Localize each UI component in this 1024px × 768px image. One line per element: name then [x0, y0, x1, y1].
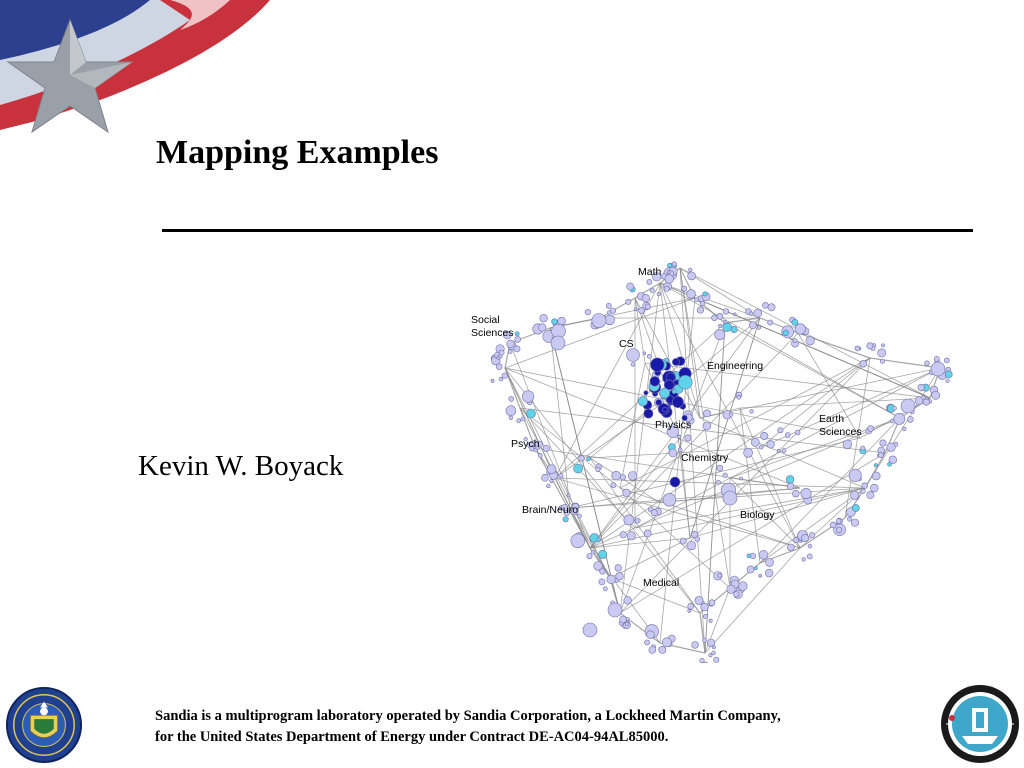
- network-node: [672, 262, 676, 266]
- network-node: [650, 288, 654, 292]
- network-node: [592, 314, 606, 328]
- network-node: [849, 469, 861, 481]
- network-node: [623, 489, 631, 497]
- network-node: [806, 337, 815, 346]
- network-node: [903, 427, 907, 431]
- network-node: [740, 477, 743, 480]
- network-node: [691, 531, 697, 537]
- network-node: [888, 462, 892, 466]
- network-node: [712, 315, 718, 321]
- network-node: [727, 585, 735, 593]
- network-node: [644, 409, 653, 418]
- network-node: [527, 409, 536, 418]
- network-node: [608, 311, 612, 315]
- network-node: [688, 603, 694, 609]
- map-label-math: Math: [638, 266, 662, 278]
- network-node: [785, 433, 790, 438]
- network-node: [836, 519, 841, 524]
- network-node: [901, 399, 915, 413]
- network-node: [759, 574, 762, 577]
- network-node: [703, 292, 707, 296]
- network-node: [559, 474, 563, 478]
- network-node: [847, 517, 851, 521]
- network-node: [634, 308, 637, 311]
- network-node: [624, 597, 632, 605]
- network-node: [551, 336, 565, 350]
- network-node: [761, 432, 768, 439]
- network-node: [793, 339, 797, 343]
- network-node: [923, 399, 929, 405]
- network-node: [550, 479, 554, 483]
- network-node: [571, 534, 585, 548]
- network-node: [645, 640, 650, 645]
- network-node: [718, 324, 721, 327]
- network-node: [870, 484, 878, 492]
- map-label-psych: Psych: [511, 438, 540, 450]
- network-node: [700, 658, 705, 663]
- network-node: [591, 550, 595, 554]
- network-node: [697, 307, 704, 314]
- network-node: [628, 472, 637, 481]
- network-node: [649, 647, 656, 654]
- network-node: [792, 490, 799, 497]
- network-node: [729, 413, 733, 417]
- network-node: [657, 292, 660, 295]
- network-node: [747, 554, 751, 558]
- network-node: [695, 298, 699, 302]
- network-node: [625, 622, 629, 626]
- network-node: [808, 544, 812, 548]
- network-node: [867, 343, 873, 349]
- network-node: [543, 445, 550, 452]
- network-node: [612, 471, 621, 480]
- map-label-earth-sciences: Earth Sciences: [819, 413, 862, 438]
- network-node: [801, 488, 811, 498]
- network-node: [867, 491, 874, 498]
- network-node: [620, 616, 627, 623]
- map-label-medical: Medical: [643, 577, 680, 589]
- network-node: [642, 294, 650, 302]
- network-node: [737, 395, 741, 399]
- network-edge: [660, 283, 760, 318]
- network-node: [709, 654, 712, 657]
- network-node: [665, 275, 674, 284]
- network-node: [893, 406, 897, 410]
- network-node: [644, 530, 651, 537]
- network-node: [944, 358, 949, 363]
- network-node: [783, 330, 789, 336]
- network-node: [777, 449, 780, 452]
- network-node: [522, 391, 534, 403]
- network-node: [506, 406, 516, 416]
- network-node: [703, 638, 707, 642]
- network-node: [635, 518, 640, 523]
- network-node: [606, 303, 611, 308]
- doe-seal-logo: [5, 686, 83, 764]
- network-node: [663, 407, 668, 412]
- network-node: [750, 410, 754, 414]
- network-edge: [505, 368, 555, 478]
- map-label-physics: Physics: [655, 419, 692, 431]
- network-node: [507, 340, 515, 348]
- network-node: [787, 544, 794, 551]
- network-node: [868, 426, 874, 432]
- network-node: [616, 572, 624, 580]
- network-node: [685, 435, 691, 441]
- network-node: [709, 619, 712, 622]
- network-node: [830, 522, 836, 528]
- network-node: [687, 541, 696, 550]
- network-edge: [505, 298, 695, 368]
- network-edge: [760, 418, 900, 563]
- network-node: [751, 438, 759, 446]
- network-node: [887, 443, 896, 452]
- network-node: [639, 308, 645, 314]
- map-label-biology: Biology: [740, 509, 775, 521]
- network-node: [768, 320, 773, 325]
- network-node: [792, 319, 798, 325]
- network-node: [749, 322, 756, 329]
- network-node: [620, 532, 626, 538]
- map-label-engineering: Engineering: [707, 360, 764, 372]
- network-node: [688, 272, 696, 280]
- network-node: [712, 646, 715, 649]
- network-node: [583, 623, 597, 637]
- network-node: [599, 550, 607, 558]
- network-node: [801, 534, 808, 541]
- network-node: [491, 379, 494, 382]
- network-node: [608, 603, 622, 617]
- network-node: [703, 422, 711, 430]
- network-node: [597, 538, 601, 542]
- network-node: [624, 515, 634, 525]
- network-node: [651, 510, 657, 516]
- map-label-social-sciences: Social Sciences: [471, 314, 514, 339]
- network-node: [836, 527, 842, 533]
- network-node: [945, 371, 952, 378]
- network-node: [907, 416, 913, 422]
- network-edge: [610, 538, 690, 578]
- slide-title: Mapping Examples: [156, 134, 439, 171]
- network-node: [703, 410, 710, 417]
- network-node: [757, 326, 761, 330]
- network-node: [717, 465, 723, 471]
- network-node: [688, 609, 691, 612]
- network-node: [650, 376, 660, 386]
- footer-line-1: Sandia is a multiprogram laboratory operated by Sandia Corporation, a Lockheed Martin Company,: [155, 708, 781, 724]
- network-node: [786, 476, 794, 484]
- map-label-chemistry: Chemistry: [681, 452, 729, 464]
- network-node: [603, 587, 607, 591]
- network-node: [547, 465, 556, 474]
- network-node: [626, 299, 631, 304]
- network-node: [678, 375, 692, 389]
- sandia-60-years-seal-logo: [940, 684, 1020, 764]
- network-node: [738, 582, 747, 591]
- network-node: [932, 391, 940, 399]
- title-divider: [162, 229, 973, 232]
- network-node: [723, 323, 732, 332]
- network-node: [894, 413, 905, 424]
- network-node: [627, 349, 640, 362]
- network-node: [563, 517, 568, 522]
- network-node: [599, 579, 605, 585]
- network-node: [861, 489, 866, 494]
- network-node: [587, 554, 592, 559]
- network-node: [687, 290, 696, 299]
- author-name: Kevin W. Boyack: [138, 450, 344, 482]
- network-node: [851, 519, 858, 526]
- network-node: [934, 356, 939, 361]
- network-node: [615, 565, 622, 572]
- network-node: [672, 390, 676, 394]
- network-node: [680, 538, 686, 544]
- network-node: [688, 268, 692, 272]
- network-node: [667, 271, 670, 274]
- network-node: [852, 504, 859, 511]
- network-node: [744, 448, 753, 457]
- network-node: [862, 483, 868, 489]
- network-node: [607, 575, 616, 584]
- network-node: [861, 446, 865, 450]
- network-edge: [550, 298, 695, 328]
- network-edge: [520, 408, 610, 578]
- network-node: [723, 309, 729, 315]
- network-node: [515, 336, 521, 342]
- network-node: [880, 359, 884, 363]
- network-node: [890, 419, 894, 423]
- network-node: [579, 455, 585, 461]
- network-node: [695, 596, 703, 604]
- network-node: [768, 304, 775, 311]
- network-node: [627, 532, 635, 540]
- network-node: [734, 592, 740, 598]
- network-node: [717, 313, 723, 319]
- network-edge: [620, 363, 645, 488]
- network-node: [574, 464, 583, 473]
- network-node: [787, 483, 794, 490]
- network-node: [733, 313, 736, 316]
- network-node: [647, 631, 655, 639]
- network-node: [567, 494, 570, 497]
- network-node: [596, 467, 601, 472]
- network-node: [672, 397, 683, 408]
- flag-star-decoration: [0, 0, 300, 150]
- network-node: [860, 360, 867, 367]
- network-node: [682, 286, 687, 291]
- network-node: [723, 491, 737, 505]
- network-node: [651, 358, 665, 372]
- network-node: [759, 551, 768, 560]
- network-node: [759, 445, 763, 449]
- network-node: [643, 352, 646, 355]
- network-node: [638, 397, 647, 406]
- network-node: [731, 326, 737, 332]
- network-node: [747, 566, 754, 573]
- network-node: [872, 472, 880, 480]
- network-node: [645, 304, 650, 309]
- network-node: [647, 279, 652, 284]
- network-edge: [590, 538, 690, 548]
- network-node: [586, 457, 590, 461]
- network-node: [499, 350, 504, 355]
- network-node: [502, 373, 508, 379]
- network-node: [663, 493, 676, 506]
- network-node: [509, 416, 513, 420]
- network-node: [515, 332, 519, 336]
- network-node: [918, 384, 925, 391]
- network-node: [762, 302, 768, 308]
- network-node: [717, 480, 721, 484]
- network-node: [925, 361, 930, 366]
- network-node: [644, 391, 648, 395]
- network-node: [712, 651, 716, 655]
- network-node: [662, 638, 671, 647]
- network-node: [692, 642, 699, 649]
- network-node: [878, 349, 886, 357]
- network-node: [496, 364, 502, 370]
- footer-line-2: for the United States Department of Energy under Contract DE-AC04-94AL85000.: [155, 729, 669, 745]
- network-node: [509, 396, 514, 401]
- network-node: [715, 330, 725, 340]
- network-node: [670, 477, 680, 487]
- network-node: [672, 358, 679, 365]
- network-node: [850, 491, 859, 500]
- network-edge: [555, 478, 865, 488]
- network-node: [767, 441, 775, 449]
- network-node: [723, 473, 727, 477]
- network-node: [931, 362, 945, 376]
- network-node: [754, 567, 757, 570]
- network-node: [521, 417, 525, 421]
- network-node: [809, 532, 815, 538]
- network-node: [766, 558, 774, 566]
- network-edge: [705, 548, 800, 653]
- network-node: [678, 435, 681, 438]
- network-node: [802, 558, 806, 562]
- science-map-network: [460, 258, 960, 663]
- network-node: [514, 346, 520, 352]
- network-node: [878, 453, 883, 458]
- network-node: [631, 363, 635, 367]
- network-node: [669, 449, 677, 457]
- network-node: [542, 474, 549, 481]
- network-node: [546, 484, 550, 488]
- network-node: [538, 324, 546, 332]
- map-label-cs: CS: [619, 338, 634, 350]
- map-label-brain-neuro: Brain/Neuro: [522, 504, 579, 516]
- network-node: [946, 379, 950, 383]
- network-node: [605, 315, 615, 325]
- network-node: [499, 377, 503, 381]
- network-node: [880, 440, 886, 446]
- network-node: [647, 354, 651, 358]
- network-node: [807, 554, 812, 559]
- network-node: [600, 569, 606, 575]
- network-node: [795, 430, 800, 435]
- network-node: [709, 600, 715, 606]
- footer-disclaimer: [155, 706, 915, 748]
- network-node: [749, 312, 753, 316]
- network-node: [540, 314, 548, 322]
- network-node: [703, 614, 707, 618]
- network-node: [701, 603, 709, 611]
- network-node: [611, 483, 616, 488]
- network-node: [585, 309, 591, 315]
- network-node: [881, 344, 884, 347]
- network-edge: [690, 318, 760, 538]
- network-node: [782, 449, 786, 453]
- network-node: [517, 419, 521, 423]
- network-node: [855, 346, 860, 351]
- network-node: [765, 569, 773, 577]
- network-node: [778, 428, 783, 433]
- network-node: [874, 464, 877, 467]
- network-node: [552, 319, 558, 325]
- network-node: [714, 657, 719, 662]
- network-node: [723, 320, 726, 323]
- network-node: [538, 453, 542, 457]
- network-node: [659, 646, 666, 653]
- network-node: [843, 440, 852, 449]
- network-node: [660, 388, 670, 398]
- network-node: [627, 283, 634, 290]
- network-node: [620, 475, 626, 481]
- network-node: [718, 573, 722, 577]
- network-node: [754, 309, 762, 317]
- network-node: [664, 286, 669, 291]
- network-node: [508, 350, 512, 354]
